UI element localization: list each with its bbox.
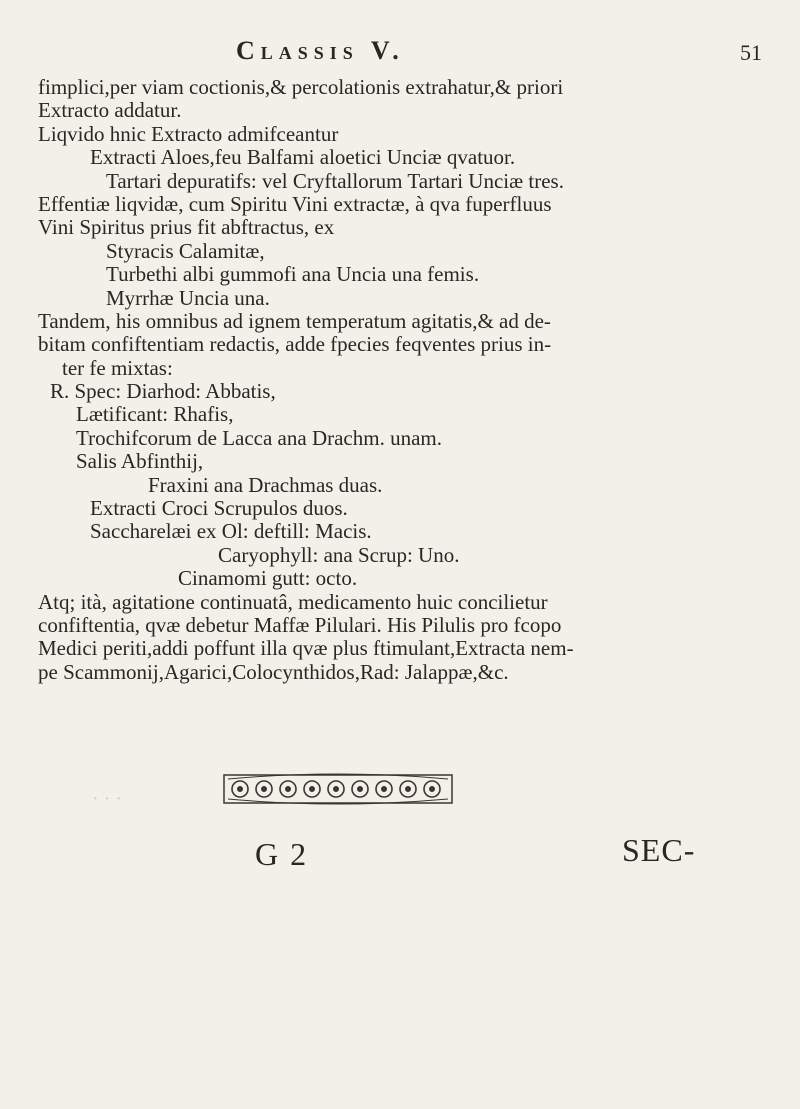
text-line: Tandem, his omnibus ad ignem temperatum agitatis,& ad de-: [38, 308, 551, 333]
text-line: Fraxini ana Drachmas duas.: [148, 472, 383, 497]
printer-ornament-icon: [222, 771, 454, 807]
text-line: Lætificant: Rhafis,: [76, 402, 234, 427]
text-line: Myrrhæ Uncia una.: [106, 285, 270, 310]
text-line: Vini Spiritus prius fit abftractus, ex: [38, 215, 335, 240]
text-line: Medici periti,addi poffunt illa qvæ plus ftimulant,Extracta nem-: [38, 636, 574, 661]
text-line: fimplici,per viam coctionis,& percolationis extrahatur,& priori: [38, 75, 564, 99]
text-line: bitam confiftentiam redactis, adde fpecies feqventes prius in-: [38, 332, 552, 357]
text-line: Tartari depuratifs: vel Cryftallorum Tartari Unciæ tres.: [106, 168, 564, 193]
text-line: pe Scammonij,Agarici,Colocynthidos,Rad: Jalappæ,&c.: [38, 659, 509, 684]
text-body: [38, 76, 778, 684]
text-line: Salis Abfinthij,: [76, 449, 204, 474]
page-header: [0, 34, 800, 74]
text-line: Extracti Croci Scrupulos duos.: [90, 496, 348, 521]
text-line: Extracto addatur.: [38, 98, 182, 123]
text-line: Saccharelæi ex Ol: deftill: Macis.: [90, 519, 372, 544]
text-line: Trochifcorum de Lacca ana Drachm. unam.: [76, 425, 442, 450]
bleed-through-text: · · ·: [92, 788, 122, 810]
catchword: SEC-: [622, 832, 696, 868]
text-line: Caryophyll: ana Scrup: Uno.: [218, 542, 460, 567]
text-line: ter fe mixtas:: [62, 355, 173, 380]
running-head: Classis V.: [236, 36, 405, 65]
page-number: 51: [740, 40, 762, 65]
text-line: R. Spec: Diarhod: Abbatis,: [50, 379, 276, 404]
text-line: Styracis Calamitæ,: [106, 238, 265, 263]
text-line: Turbethi albi gummofi ana Uncia una femis.: [106, 262, 480, 287]
text-line: Extracti Aloes,feu Balfami aloetici Unciæ qvatuor.: [90, 145, 516, 170]
text-line: Effentiæ liqvidæ, cum Spiritu Vini extractæ, à qva fuperfluus: [38, 191, 552, 216]
text-line: Atq; ità, agitatione continuatâ, medicamento huic concilietur: [38, 589, 548, 614]
text-line: Liqvido hnic Extracto admifceantur: [38, 121, 339, 146]
text-line: Cinamomi gutt: octo.: [178, 566, 358, 591]
signature-mark: G 2: [255, 836, 309, 872]
text-line: confiftentia, qvæ debetur Maffæ Pilulari. His Pilulis pro fcopo: [38, 612, 562, 637]
